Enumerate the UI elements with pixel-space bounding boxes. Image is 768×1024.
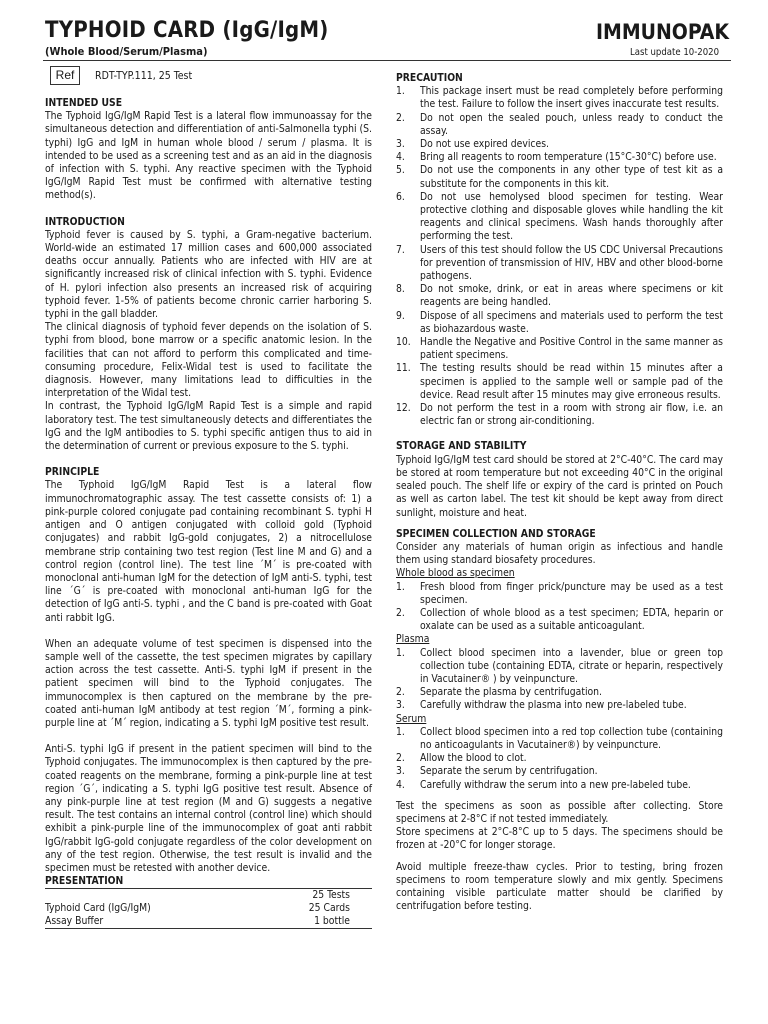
section-heading-introduction: INTRODUCTION: [45, 215, 125, 228]
list-item: [396, 779, 723, 792]
list-item-text: Fresh blood from finger prick/puncture may be used as a test specimen.: [420, 580, 723, 606]
list-item-text: Do not use the components in any other type of test kit as a substitute for the components in this kit.: [420, 164, 723, 190]
list-item: [396, 151, 723, 164]
freeze-thaw-note: Avoid multiple freeze-thaw cycles. Prior to testing, bring frozen specimens to room temperature slowly and mix gently. Specimens containing visible particulate matter should be clarified by centrifugation before testing.: [396, 860, 723, 913]
list-item: [396, 244, 723, 284]
list-item: [396, 765, 723, 778]
intended-use-text: The Typhoid IgG/IgM Rapid Test is a lateral flow immunoassay for the simultaneous detection and differentiation of anti-Salmonella typhi (S. typhi) IgG and IgM in human whole blood / serum / plasma. It is intended to be used as a screening test and as an aid in the diagnosis of infection with S. typhi. Any reactive specimen with the Typhoid IgG/IgM Rapid Test must be confirmed with alternative testing method(s).: [45, 110, 372, 202]
list-item-text: Users of this test should follow the US CDC Universal Precautions for prevention of transmission of HIV, HBV and other blood-borne pathogens.: [420, 243, 723, 283]
section-heading-storage: STORAGE AND STABILITY: [396, 440, 527, 453]
list-item: [396, 85, 723, 111]
list-item-text: Do not open the sealed pouch, unless ready to conduct the assay.: [420, 111, 723, 137]
list-item-text: Collect blood specimen into a lavender, blue or green top collection tube (containing EDTA, citrate or heparin, respectively in Vacutainer® ) by veinpuncture.: [420, 646, 723, 685]
section-heading-principle: PRINCIPLE: [45, 466, 100, 479]
section-heading-intended-use: INTENDED USE: [45, 97, 123, 109]
section-heading-presentation: PRESENTATION: [45, 875, 124, 888]
table-cell-qty: 25 Tests: [312, 889, 350, 902]
list-item-number: 5.: [396, 164, 405, 177]
list-item-number: 9.: [396, 309, 405, 322]
table-cell-qty: 25 Cards: [308, 902, 350, 915]
serum-list: [396, 726, 723, 792]
header-divider: [43, 60, 731, 61]
list-item-text: Carefully withdraw the plasma into new pre-labeled tube.: [420, 699, 687, 712]
subheading-serum: Serum: [396, 712, 427, 725]
list-item: [396, 402, 723, 428]
list-item-text: Carefully withdraw the serum into a new pre-labeled tube.: [420, 778, 691, 791]
table-cell-item: Typhoid Card (IgG/IgM): [45, 902, 151, 915]
list-item: [396, 138, 723, 151]
list-item: [396, 607, 723, 633]
ref-symbol: Ref: [50, 66, 80, 85]
list-item: [396, 581, 723, 607]
list-item-text: The testing results should be read within 15 minutes after a specimen is applied to the sample well or sample pad of the device. Read result after 15 minutes may give erroneous results.: [420, 362, 723, 401]
list-item-text: Allow the blood to clot.: [420, 752, 527, 765]
subheading-whole-blood: Whole blood as specimen: [396, 567, 515, 580]
list-item-text: Separate the plasma by centrifugation.: [420, 686, 603, 699]
list-item-number: 7.: [396, 243, 405, 256]
principle-paragraph: The Typhoid IgG/IgM Rapid Test is a lateral flow immunochromatographic assay. The test cassette consists of: 1) a pink-purple colored conjugate pad containing recombinant S. typhi H antigen and O antigen conjugated with colloid gold (Typhoid conjugates) and rabbit IgG-gold conjugates, 2) a nitrocellulose membrane strip containing two test region (Test line M and G) and a control region (control line). The test line ´M´ is pre-coated with monoclonal anti-human IgM for the detection of IgM anti-S. typhi, test line ´G´ is pre-coated with monoclonal anti-human IgG for the detection of IgG anti-S. typhi , and the C band is pre-coated with Goat anti rabbit IgG.: [45, 479, 372, 624]
list-item: [396, 164, 723, 190]
list-item-number: 2.: [396, 606, 405, 619]
list-item: [396, 336, 723, 362]
principle-paragraph: When an adequate volume of test specimen is dispensed into the sample well of the cassette, the test specimen migrates by capillary action across the test cassette. Anti-S. typhi IgM if present in the patient specimen will bind to the Typhoid conjugates. The immunocomplex is then captured on the membrane by the pre-coated anti-human IgM antibody at test region ´M´, forming a pink-purple line at ´M´ region, indicating a S. typhi IgM positive test result.: [45, 637, 372, 729]
table-row: [45, 915, 372, 929]
list-item-number: 10.: [396, 336, 411, 349]
list-item-number: 4.: [396, 151, 405, 164]
list-item-text: Bring all reagents to room temperature (15°C-30°C) before use.: [420, 151, 717, 164]
list-item: [396, 686, 723, 699]
storage-note: Test the specimens as soon as possible after collecting. Store specimens at 2-8°C if not tested immediately.: [396, 799, 723, 825]
table-cell-item: Assay Buffer: [45, 915, 104, 928]
plasma-list: [396, 647, 723, 713]
table-row: [45, 902, 372, 915]
specimen-types: (Whole Blood/Serum/Plasma): [45, 45, 208, 58]
list-item: [396, 283, 723, 309]
list-item: [396, 752, 723, 765]
list-item-text: Dispose of all specimens and materials used to perform the test as biohazardous waste.: [420, 309, 723, 335]
list-item-number: 4.: [396, 778, 405, 791]
section-heading-specimen: SPECIMEN COLLECTION AND STORAGE: [396, 527, 596, 540]
list-item: [396, 726, 723, 752]
list-item: [396, 362, 723, 402]
list-item: [396, 699, 723, 712]
list-item-number: 1.: [396, 646, 405, 659]
storage-note: Store specimens at 2°C-8°C up to 5 days. The specimens should be frozen at -20°C for longer storage.: [396, 826, 723, 852]
specimen-intro: Consider any materials of human origin as infectious and handle them using standard biosafety procedures.: [396, 540, 723, 567]
list-item-text: Do not perform the test in a room with strong air flow, i.e. an electric fan or strong air-conditioning.: [420, 402, 723, 428]
list-item-text: Collection of whole blood as a test specimen; EDTA, heparin or oxalate can be used as a suitable anticoagulant.: [420, 606, 723, 633]
list-item-text: Do not smoke, drink, or eat in areas where specimens or kit reagents are being handled.: [420, 283, 723, 309]
list-item-number: 6.: [396, 190, 405, 203]
whole-blood-list: [396, 581, 723, 634]
list-item-number: 11.: [396, 362, 411, 375]
list-item-text: Handle the Negative and Positive Control in the same manner as patient specimens.: [420, 336, 723, 362]
storage-text: Typhoid IgG/IgM test card should be stored at 2°C-40°C. The card may be stored at room temperature but not exceeding 40°C in the original sealed pouch. The shelf life or expiry of the card is printed on Pouch as well as carton label. The test kit should be kept away from direct sunlight, moisture and heat.: [396, 453, 723, 519]
list-item-number: 2.: [396, 752, 405, 765]
list-item-text: Collect blood specimen into a red top collection tube (containing no anticoagulants in Vacutainer®) by veinpuncture.: [420, 725, 723, 751]
table-row: [45, 889, 372, 903]
list-item-number: 1.: [396, 580, 405, 593]
introduction-paragraph: In contrast, the Typhoid IgG/IgM Rapid Test is a simple and rapid laboratory test. The test simultaneously detects and differentiates the IgG and the IgM antibodies to S. typhi specific antigen thus to aid in the determination of current or previous exposure to the S. typhi.: [45, 400, 372, 453]
list-item-number: 8.: [396, 283, 405, 296]
list-item-text: Do not use expired devices.: [420, 138, 549, 151]
subheading-plasma: Plasma: [396, 633, 430, 646]
list-item: [396, 310, 723, 336]
left-column: [45, 97, 372, 929]
list-item-text: Separate the serum by centrifugation.: [420, 765, 598, 778]
list-item: [396, 191, 723, 244]
ref-number: RDT-TYP.111, 25 Test: [95, 70, 193, 82]
table-cell-item: [45, 889, 260, 903]
list-item-number: 3.: [396, 138, 405, 151]
list-item-number: 3.: [396, 699, 405, 712]
last-update: Last update 10-2020: [630, 47, 720, 58]
list-item-text: Do not use hemolysed blood specimen for testing. Wear protective clothing and disposable gloves while handling the kit reagents and clinical specimens. Wash hands thoroughly after performing the test.: [420, 190, 723, 243]
list-item-number: 1.: [396, 85, 405, 98]
list-item-number: 2.: [396, 686, 405, 699]
brand-name: IMMUNOPAK: [596, 20, 730, 44]
list-item-number: 2.: [396, 111, 405, 124]
list-item-number: 12.: [396, 402, 411, 415]
section-heading-precaution: PRECAUTION: [396, 72, 463, 84]
presentation-table: [45, 888, 372, 929]
table-cell-qty: 1 bottle: [314, 915, 350, 928]
list-item-number: 3.: [396, 765, 405, 778]
right-column: [396, 72, 723, 913]
list-item-number: 1.: [396, 725, 405, 738]
introduction-paragraph: The clinical diagnosis of typhoid fever depends on the isolation of S. typhi from blood, bone marrow or a specific anatomic lesion. In the facilities that can not afford to perform this complicated and time-consuming procedure, Felix-Widal test is used to facilitate the diagnosis. However, many limitations lead to difficulties in the interpretation of the Widal test.: [45, 321, 372, 400]
list-item: [396, 112, 723, 138]
introduction-paragraph: Typhoid fever is caused by S. typhi, a Gram-negative bacterium. World-wide an estimated 17 million cases and 600,000 associated deaths occur annually. Patients who are infected with HIV are at significantly increased risk of clinical infection with S. typhi. Evidence of H. pylori infection also presents an increased risk of acquiring typhoid fever. 1-5% of patients become chronic carrier harboring S. typhi in the gall bladder.: [45, 228, 372, 321]
principle-paragraph: Anti-S. typhi IgG if present in the patient specimen will bind to the Typhoid conjugates. The immunocomplex is then captured by the pre-coated reagents on the membrane, forming a pink-purple line at test region ´G´, indicating a S. typhi IgG positive test result. Absence of any pink-purple line at test region (M and G) suggests a negative result. The test contains an internal control (control line) which should exhibit a pink-purple line of the immunocomplex of goat anti rabbit IgG/rabbit IgG-gold conjugate regardless of the color development on any of the test region. Otherwise, the test result is invalid and the specimen must be retested with another device.: [45, 743, 372, 874]
precaution-list: [396, 85, 723, 428]
list-item: [396, 647, 723, 687]
list-item-text: This package insert must be read completely before performing the test. Failure to follow the insert gives inaccurate test results.: [420, 85, 723, 111]
document-title: TYPHOID CARD (IgG/IgM): [45, 18, 329, 43]
